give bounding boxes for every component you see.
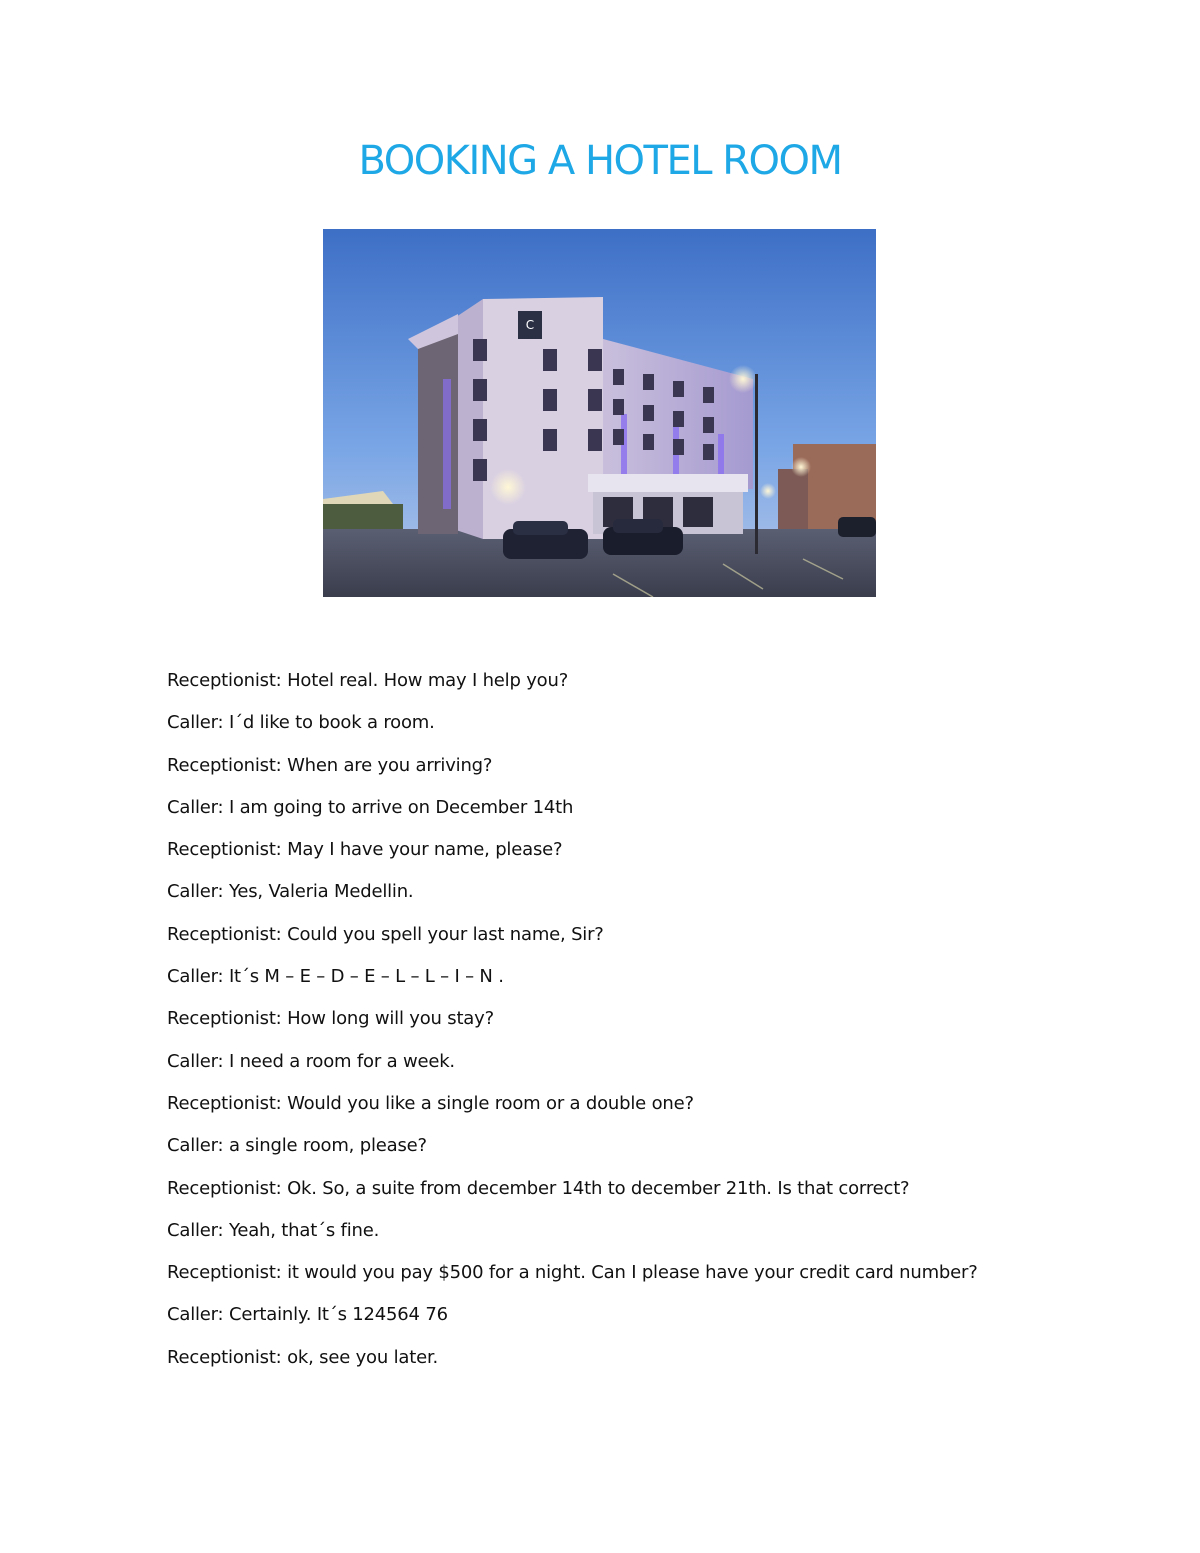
dialog-line: Caller: I need a room for a week. xyxy=(167,1050,455,1072)
dialog-line: Receptionist: it would you pay $500 for a night. Can I please have your credit card number? xyxy=(167,1262,978,1284)
dialog-line: Receptionist: ok, see you later. xyxy=(167,1346,439,1368)
dialog-line: Caller: Certainly. It´s 124564 76 xyxy=(167,1304,448,1326)
dialog-line: Caller: Yeah, that´s fine. xyxy=(167,1219,380,1241)
dialog-line: Receptionist: When are you arriving? xyxy=(167,754,493,776)
hotel-photo xyxy=(323,229,876,597)
dialog-line: Receptionist: How long will you stay? xyxy=(167,1008,494,1030)
dialog-line: Caller: I am going to arrive on December 14th xyxy=(167,796,574,818)
dialog-line: Receptionist: Hotel real. How may I help you? xyxy=(167,670,569,691)
dialog-line: Receptionist: Would you like a single room or a double one? xyxy=(167,1092,694,1114)
dialog-line: Caller: It´s M – E – D – E – L – L – I – N . xyxy=(167,966,504,988)
dialog-line: Caller: Yes, Valeria Medellin. xyxy=(167,881,414,903)
dialog-line: Receptionist: May I have your name, please? xyxy=(167,839,563,861)
dialog-line: Receptionist: Could you spell your last name, Sir? xyxy=(167,923,604,945)
dialog-line: Caller: a single room, please? xyxy=(167,1135,427,1157)
page-title: BOOKING A HOTEL ROOM xyxy=(358,138,842,184)
dialog-line: Receptionist: Ok. So, a suite from december 14th to december 21th. Is that correct? xyxy=(167,1177,910,1199)
hotel-logo-letter: C xyxy=(525,318,535,332)
hotel-sign-text: HOTEL xyxy=(521,335,539,341)
dialog-line: Caller: I´d like to book a room. xyxy=(167,712,435,734)
dialog-transcript xyxy=(167,668,1047,1387)
